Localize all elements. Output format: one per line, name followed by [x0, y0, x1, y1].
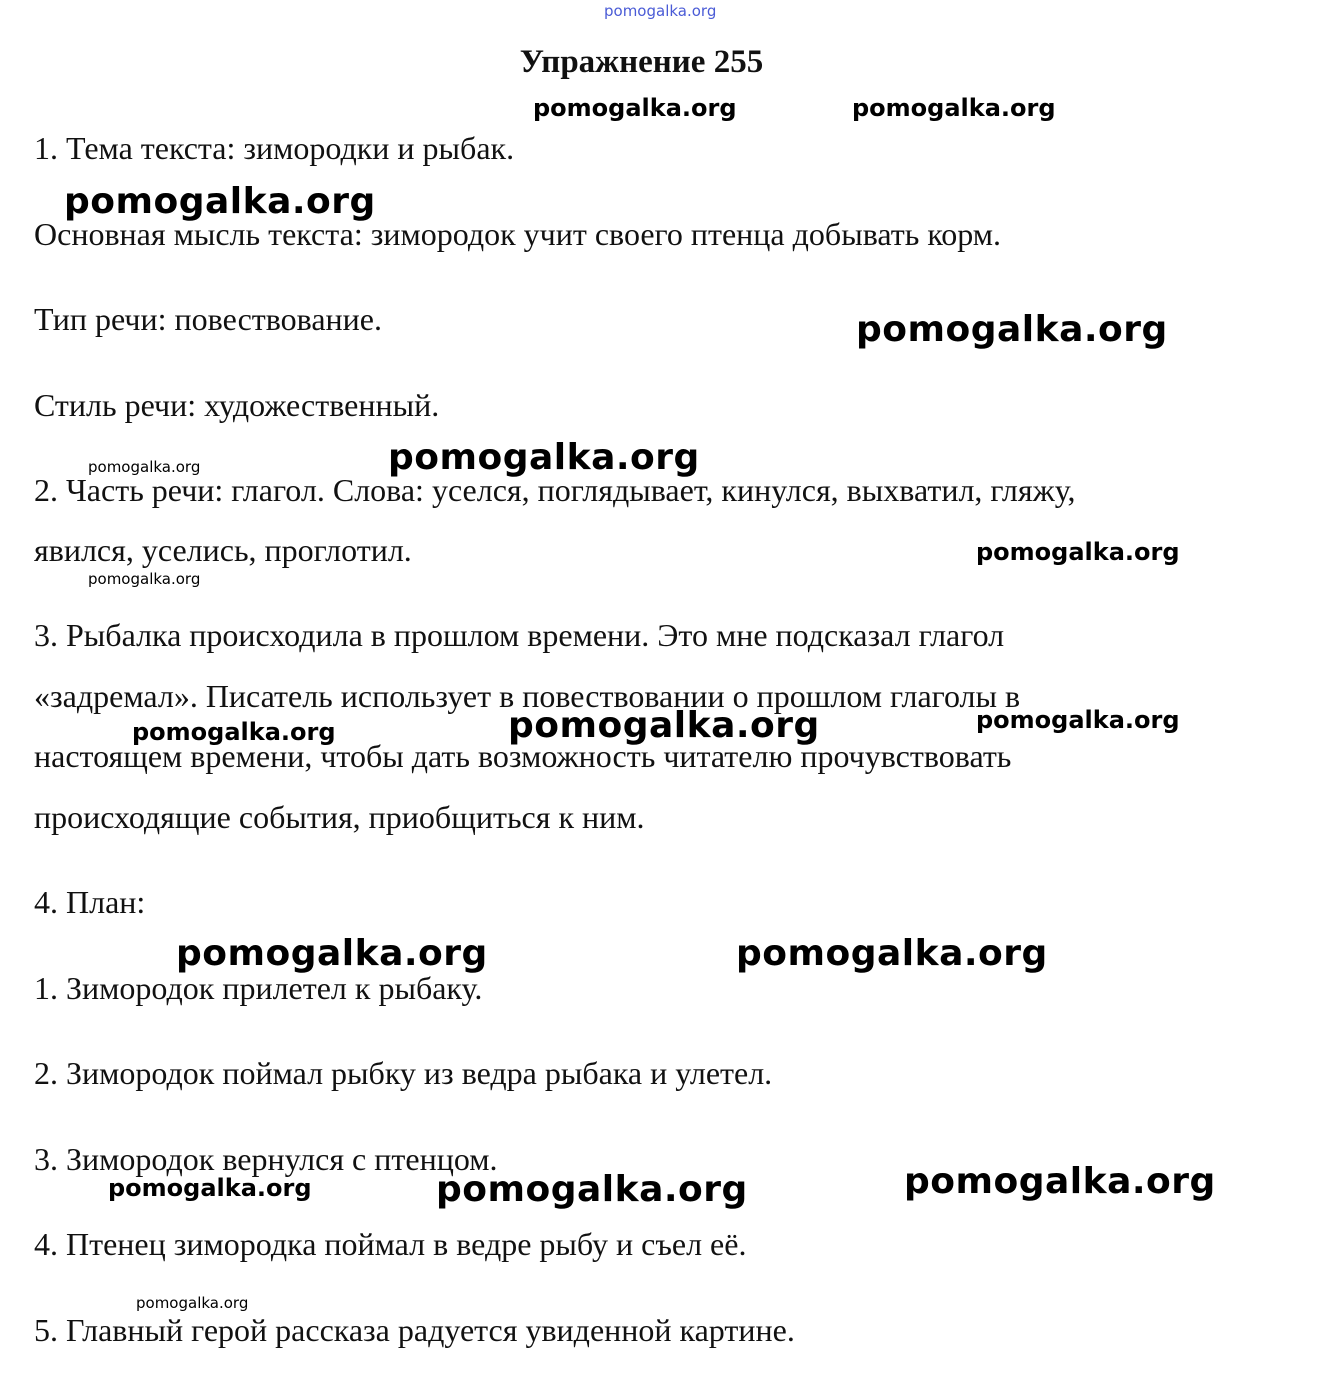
answer-line: 2. Зимородок поймал рыбку из ведра рыбака и улетел. — [34, 1055, 773, 1091]
watermark: pomogalka.org — [136, 1294, 249, 1312]
answer-line: 5. Главный герой рассказа радуется увиденной картине. — [34, 1312, 795, 1348]
site-mark[interactable]: pomogalka.org — [604, 2, 717, 20]
answer-line: Основная мысль текста: зимородок учит своего птенца добывать корм. — [34, 216, 1002, 252]
answer-line: 4. Птенец зимородка поймал в ведре рыбу и съел её. — [34, 1226, 747, 1262]
watermark: pomogalka.org — [976, 706, 1180, 734]
answer-line: 1. Тема текста: зимородки и рыбак. — [34, 130, 515, 166]
watermark: pomogalka.org — [533, 94, 737, 122]
watermark: pomogalka.org — [176, 933, 488, 974]
page-title: Упражнение 255 — [519, 44, 764, 80]
answer-line: 3. Зимородок вернулся с птенцом. — [34, 1141, 498, 1177]
watermark: pomogalka.org — [852, 94, 1056, 122]
watermark: pomogalka.org — [88, 458, 201, 476]
answer-line: 1. Зимородок прилетел к рыбаку. — [34, 970, 483, 1006]
answer-line: Тип речи: повествование. — [34, 301, 382, 337]
answer-line: настоящем времени, чтобы дать возможность читателю прочувствовать — [34, 738, 1012, 774]
watermark: pomogalka.org — [904, 1161, 1216, 1202]
answer-line: происходящие события, приобщиться к ним. — [34, 799, 645, 835]
answer-line: 3. Рыбалка происходила в прошлом времени. Это мне подсказал глагол — [34, 617, 1005, 653]
watermark: pomogalka.org — [108, 1174, 312, 1202]
answer-line: «задремал». Писатель использует в повествовании о прошлом глаголы в — [34, 678, 1021, 714]
watermark: pomogalka.org — [132, 718, 336, 746]
answer-line: Стиль речи: художественный. — [34, 387, 440, 423]
watermark: pomogalka.org — [88, 570, 201, 588]
watermark: pomogalka.org — [976, 538, 1180, 566]
watermark: pomogalka.org — [856, 309, 1168, 350]
answer-line: 4. План: — [34, 884, 146, 920]
watermark: pomogalka.org — [436, 1169, 748, 1210]
watermark: pomogalka.org — [64, 181, 376, 222]
watermark: pomogalka.org — [508, 705, 820, 746]
watermark: pomogalka.org — [736, 933, 1048, 974]
answer-line: явился, уселись, проглотил. — [34, 532, 412, 568]
watermark: pomogalka.org — [388, 437, 700, 478]
answer-line: 2. Часть речи: глагол. Слова: уселся, поглядывает, кинулся, выхватил, гляжу, — [34, 472, 1076, 508]
